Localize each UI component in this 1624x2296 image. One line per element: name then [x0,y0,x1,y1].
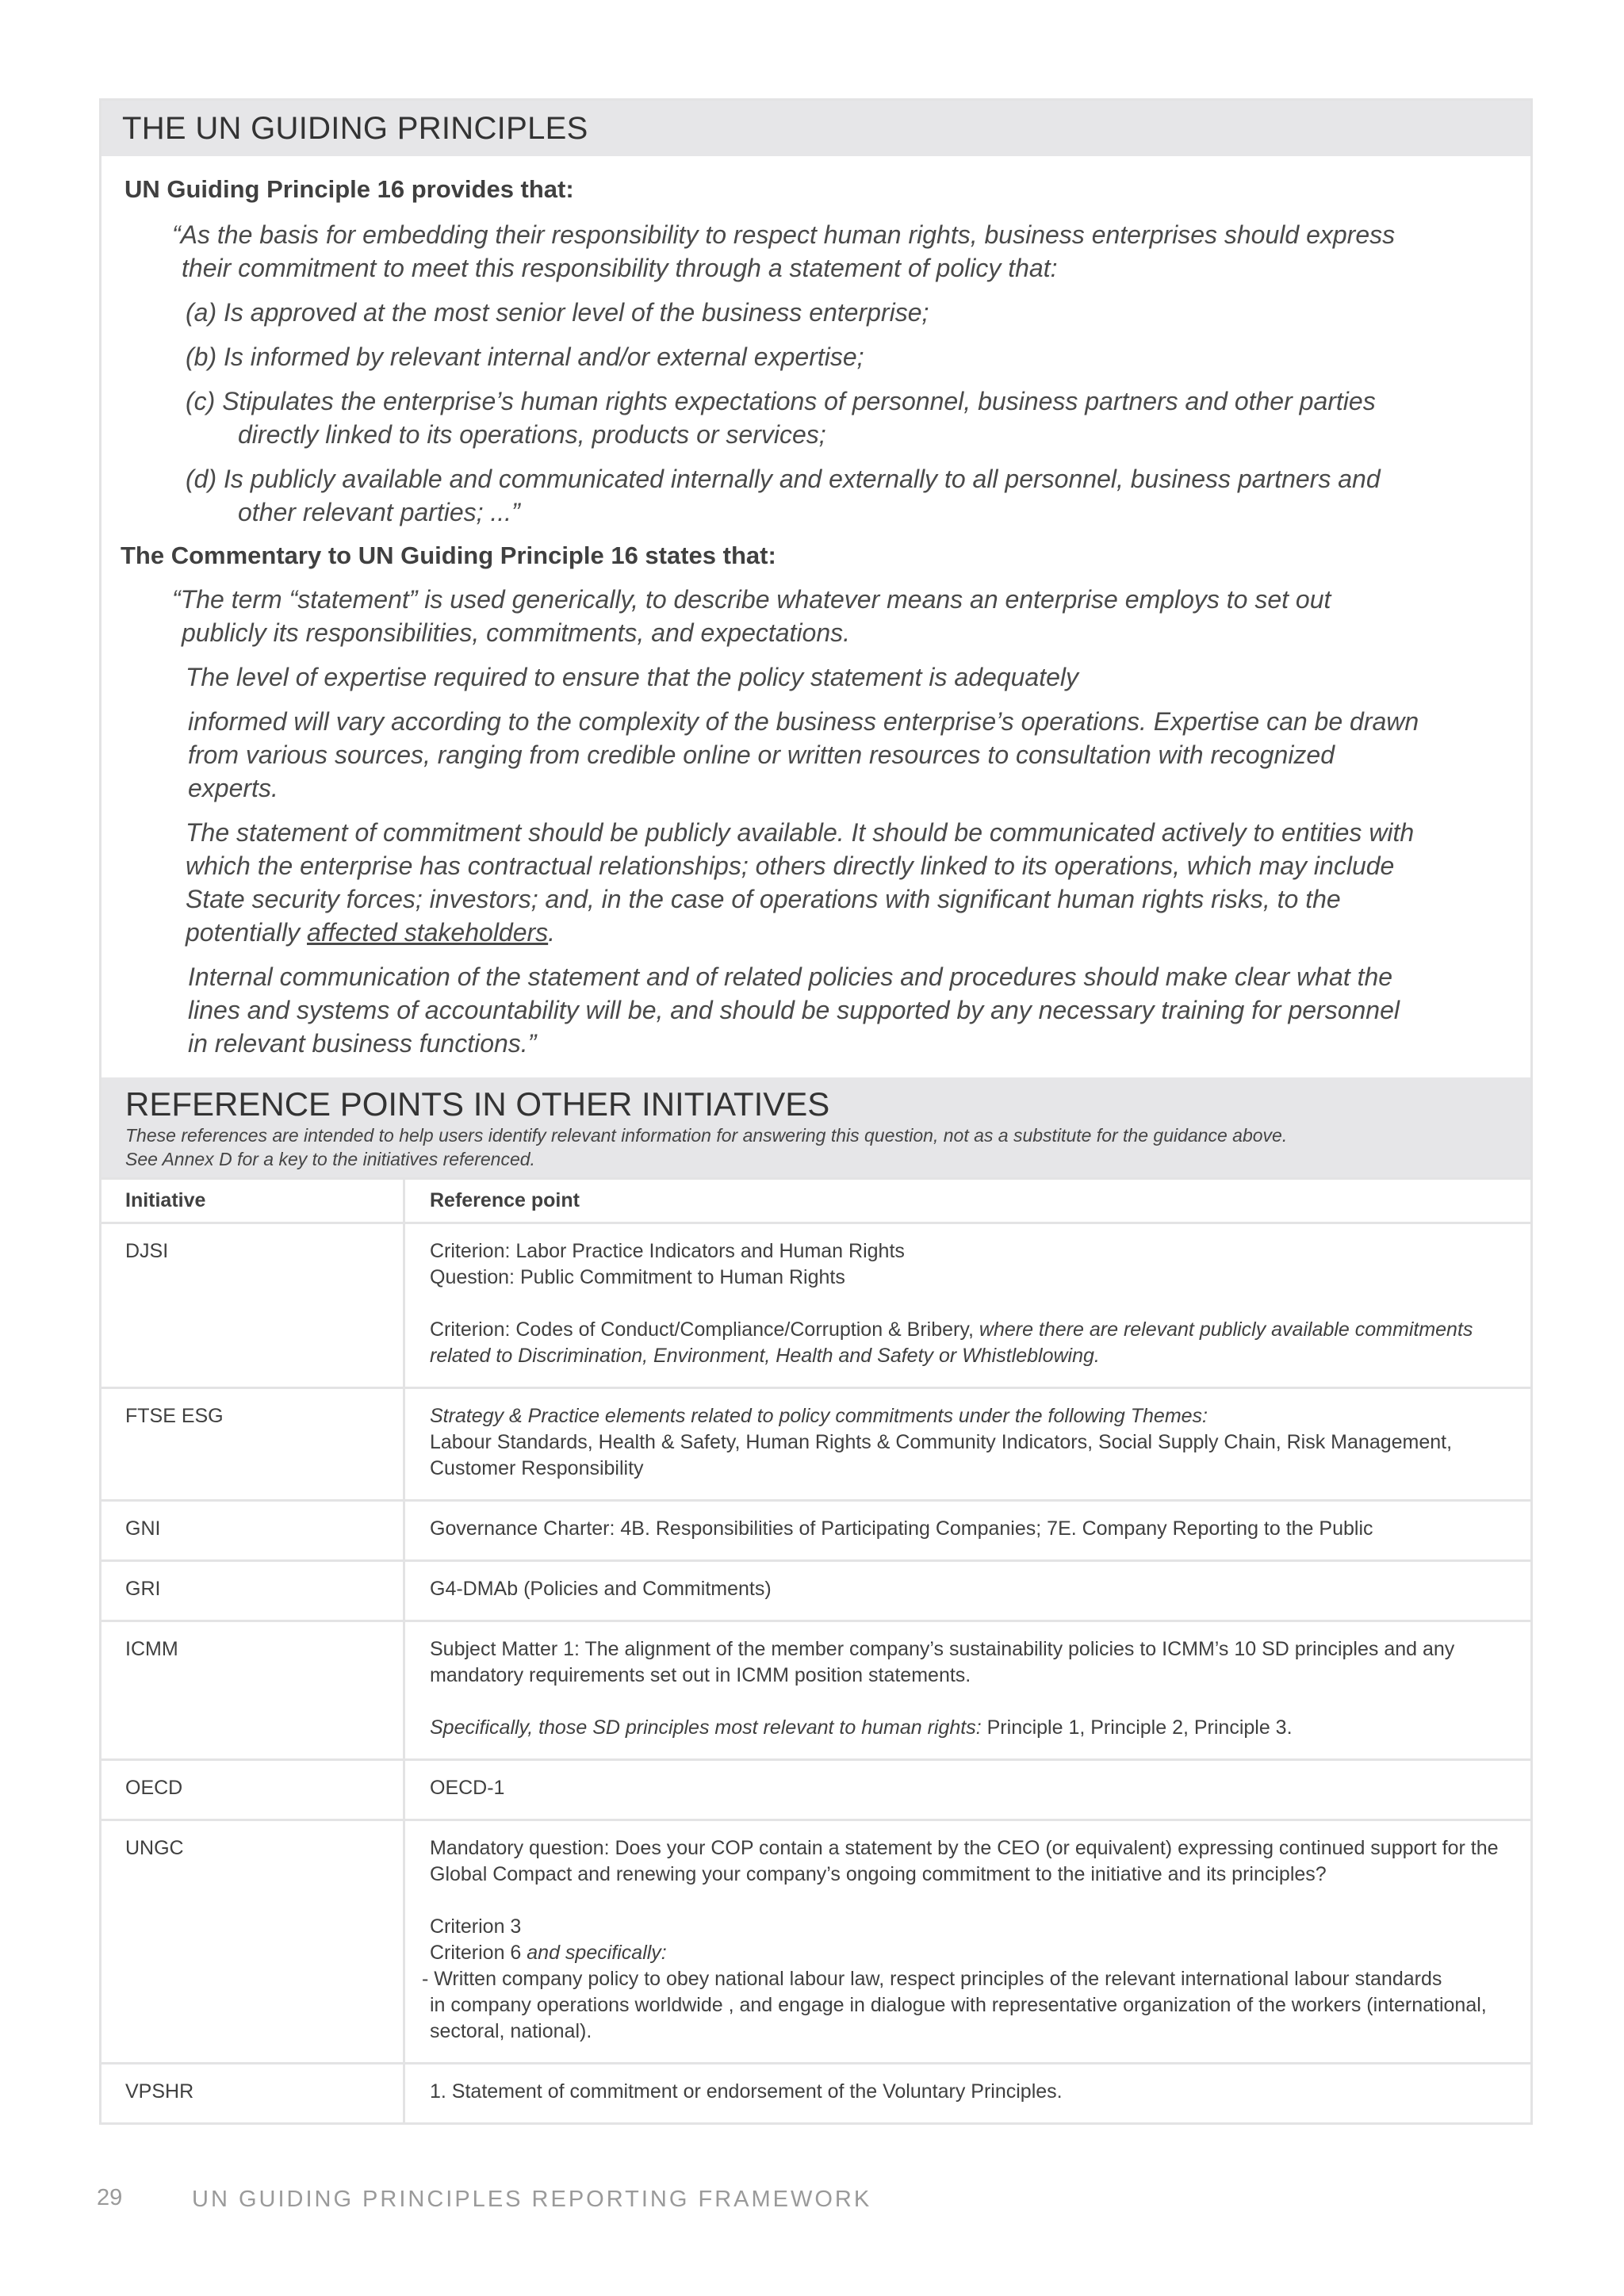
reference-line: Criterion 3 [430,1915,522,1938]
initiative-cell: GRI [102,1561,404,1621]
reference-header [102,1077,1530,1177]
initiative-cell: UNGC [102,1820,404,2064]
reference-cell [404,1621,1531,1760]
reference-note-1: These references are intended to help users identify relevant information for answering this question, not as a substitute for the guidance above. [125,1125,1288,1146]
reference-line: Subject Matter 1: The alignment of the member company’s sustainability policies to ICMM’s 10 SD principles and any mandatory requirements set out in ICMM position statements. [430,1638,1455,1686]
reference-table [102,1177,1530,2122]
principles-body [102,156,1530,1077]
reference-text: Principle 1, Principle 2, Principle 3. [981,1716,1293,1739]
table-row-icmm [102,1621,1530,1760]
table-row-djsi [102,1223,1530,1388]
initiative-cell: ICMM [102,1621,404,1760]
principle-item-a: (a) Is approved at the most senior level of the business enterprise; [186,298,929,327]
column-header-reference: Reference point [404,1179,1531,1223]
table-row-ftse-esg [102,1388,1530,1501]
table-row-gri [102,1561,1530,1621]
reference-cell: G4-DMAb (Policies and Commitments) [404,1561,1531,1621]
initiative-cell: GNI [102,1501,404,1561]
commentary-lead: The Commentary to UN Guiding Principle 16 states that: [121,541,776,569]
initiative-cell: VPSHR [102,2064,404,2123]
commitment-text: The statement of commitment should be publicly available. It should be communicated actively to entities with which the enterprise has contractual relationships; others directly linked to its operations, which may include State security forces; investors; and, in the case of operations with significant human rights risks, to the potentially [186,818,1415,947]
footer-title: UN GUIDING PRINCIPLES REPORTING FRAMEWORK [192,2187,872,2212]
reference-note-2: See Annex D for a key to the initiatives referenced. [125,1149,535,1169]
reference-line: Question: Public Commitment to Human Rights [430,1266,845,1288]
reference-line [430,1715,1515,1741]
affected-stakeholders-link[interactable]: affected stakeholders [306,918,549,947]
content-frame [99,98,1533,2125]
reference-text: Criterion 6 [430,1942,522,1964]
reference-text-italic: where there are relevant publicly available commitments related to Discrimination, Environment, Health and Safety or Whistleblowing. [430,1318,1473,1367]
reference-cell: OECD-1 [404,1760,1531,1820]
page-footer [97,2185,1524,2217]
reference-cell: Governance Charter: 4B. Responsibilities of Participating Companies; 7E. Company Reporting to the Public [404,1501,1531,1561]
commitment-end: . [548,918,556,947]
principle-item-b: (b) Is informed by relevant internal and/or external expertise; [186,342,864,371]
commentary-paragraph-1: “The term “statement” is used generically, to describe whatever means an enterprise employs to set out publicly its responsibilities, commitments, and expectations. [172,585,1331,647]
reference-cell [404,1223,1531,1388]
reference-text-italic: and specifically: [521,1942,667,1964]
page-number: 29 [97,2185,123,2210]
reference-line: in company operations worldwide , and engage in dialogue with representative organization of the workers (international, sectoral, national). [430,1994,1487,2042]
reference-text: Criterion: Codes of Conduct/Compliance/Corruption & Bribery, [430,1318,974,1341]
principle-quote-intro: “As the basis for embedding their responsibility to respect human rights, business enterprises should express their commitment to meet this responsibility through a statement of policy that: [172,220,1396,282]
reference-line: Labour Standards, Health & Safety, Human Rights & Community Indicators, Social Supply Chain, Risk Management, Customer Responsibility [430,1431,1453,1479]
commentary-paragraph-3: informed will vary according to the complexity of the business enterprise’s operations. Expertise can be drawn from various sources, ranging from credible online or written resources to consultation with recognized experts. [188,707,1419,802]
principle-16-lead: UN Guiding Principle 16 provides that: [124,175,574,203]
reference-line: - Written company policy to obey national labour law, respect principles of the relevant international labour standards [422,1968,1442,1990]
table-row-ungc [102,1820,1530,2064]
commentary-paragraph-5: Internal communication of the statement and of related policies and procedures should make clear what the lines and systems of accountability will be, and should be supported by any necessary training for personnel in relevant business functions.” [188,962,1400,1058]
reference-title: REFERENCE POINTS IN OTHER INITIATIVES [125,1085,830,1123]
table-header-row [102,1179,1530,1223]
reference-line [430,1940,1515,1966]
principles-header [102,101,1530,156]
reference-line [430,1317,1515,1369]
reference-line: Strategy & Practice elements related to policy commitments under the following Themes: [430,1405,1208,1427]
principle-item-c: (c) Stipulates the enterprise’s human rights expectations of personnel, business partners and other parties directly linked to its operations, products or services; [186,387,1376,449]
table-row-oecd [102,1760,1530,1820]
reference-line: Mandatory question: Does your COP contain a statement by the CEO (or equivalent) expressing continued support for the Global Compact and renewing your company’s ongoing commitment to the initiative and its principles? [430,1837,1499,1885]
reference-cell: 1. Statement of commitment or endorsement of the Voluntary Principles. [404,2064,1531,2123]
table-row-gni [102,1501,1530,1561]
reference-text-italic: Specifically, those SD principles most relevant to human rights: [430,1716,982,1739]
reference-cell [404,1820,1531,2064]
column-header-initiative: Initiative [102,1179,404,1223]
principle-item-d: (d) Is publicly available and communicated internally and externally to all personnel, business partners and other relevant parties; ...” [186,465,1381,526]
commentary-paragraph-2: The level of expertise required to ensure that the policy statement is adequately [186,663,1078,691]
principles-title: THE UN GUIDING PRINCIPLES [122,111,588,146]
reference-line: Criterion: Labor Practice Indicators and Human Rights [430,1240,905,1262]
table-row-vpshr [102,2064,1530,2123]
reference-cell [404,1388,1531,1501]
initiative-cell: DJSI [102,1223,404,1388]
commentary-paragraph-4 [186,816,1530,949]
initiative-cell: FTSE ESG [102,1388,404,1501]
initiative-cell: OECD [102,1760,404,1820]
